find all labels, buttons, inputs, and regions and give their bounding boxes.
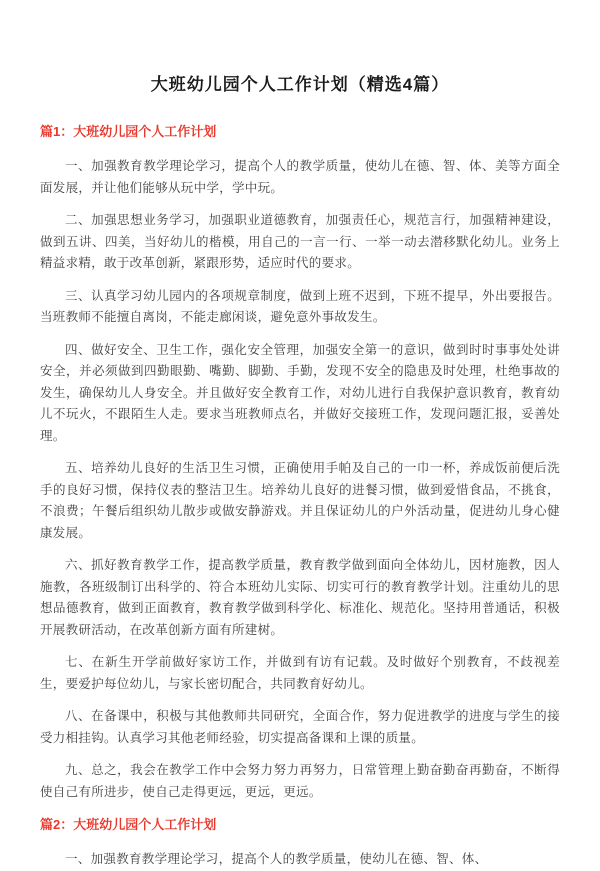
paragraph: 二、加强思想业务学习，加强职业道德教育，加强责任心，规范言行，加强精神建设，做到五讲、四美，当好幼儿的楷模，用自己的一言一行、一举一动去潜移默化幼儿。业务上精益求精，敢于改革创新，紧跟形势，适应时代的要求。 xyxy=(40,213,560,270)
paragraph: 六、抓好教育教学工作，提高教学质量，教育教学做到面向全体幼儿，因材施教，因人施教，各班级制订出科学的、符合本班幼儿实际、切实可行的教育教学计划。注重幼儿的思想品德教育，做到正面教育，教育教学做到科学化、标准化、规范化。坚持用普通话，积极开展教研活动，在改革创新方面有所建树。 xyxy=(40,558,560,637)
paragraph: 八、在备课中，积极与其他教师共同研究，全面合作，努力促进教学的进度与学生的接受力相挂钩。认真学习其他老师经验，切实提高备课和上课的质量。 xyxy=(40,709,560,745)
paragraph: 四、做好安全、卫生工作，强化安全管理，加强安全第一的意识，做到时时事事处处讲安全，并必须做到四勤眼勤、嘴勤、脚勤、手勤，发现不安全的隐患及时处理，杜绝事故的发生，确保幼儿人身安全。并且做好安全教育工作，对幼儿进行自我保护意识教育，教育幼儿不玩火，不跟陌生人走。要求当班教师点名，并做好交接班工作，发现问题汇报，妥善处理。 xyxy=(40,342,560,443)
paragraph: 九、总之，我会在教学工作中会努力努力再努力，日常管理上勤奋勤奋再勤奋，不断得使自己有所进步，使自己走得更远，更远，更远。 xyxy=(40,763,560,799)
paragraph: 五、培养幼儿良好的生活卫生习惯，正确使用手帕及自己的一巾一杯，养成饭前便后洗手的良好习惯，保持仪表的整洁卫生。培养幼儿良好的进餐习惯，做到爱惜食品，不挑食，不浪费；午餐后组织幼儿散步或做安静游戏。并且保证幼儿的户外活动量，促进幼儿身心健康发展。 xyxy=(40,461,560,540)
section-2-heading: 篇2：大班幼儿园个人工作计划 xyxy=(40,817,217,832)
paragraph: 一、加强教育教学理论学习，提高个人的教学质量，使幼儿在德、智、体、美等方面全面发展，并让他们能够从玩中学，学中玩。 xyxy=(40,159,560,195)
paragraph: 三、认真学习幼儿园内的各项规章制度，做到上班不迟到，下班不提早，外出要报告。当班教师不能擅自离岗，不能走廊闲谈，避免意外事故发生。 xyxy=(40,288,560,324)
paragraph: 一、加强教育教学理论学习，提高个人的教学质量，使幼儿在德、智、体、 xyxy=(65,852,488,866)
document-title: 大班幼儿园个人工作计划（精选4篇） xyxy=(150,75,450,94)
section-1-heading: 篇1：大班幼儿园个人工作计划 xyxy=(40,124,217,139)
paragraph: 七、在新生开学前做好家访工作，并做到有访有记载。及时做好个别教育，不歧视差生，要爱护每位幼儿，与家长密切配合，共同教育好幼儿。 xyxy=(40,655,560,691)
